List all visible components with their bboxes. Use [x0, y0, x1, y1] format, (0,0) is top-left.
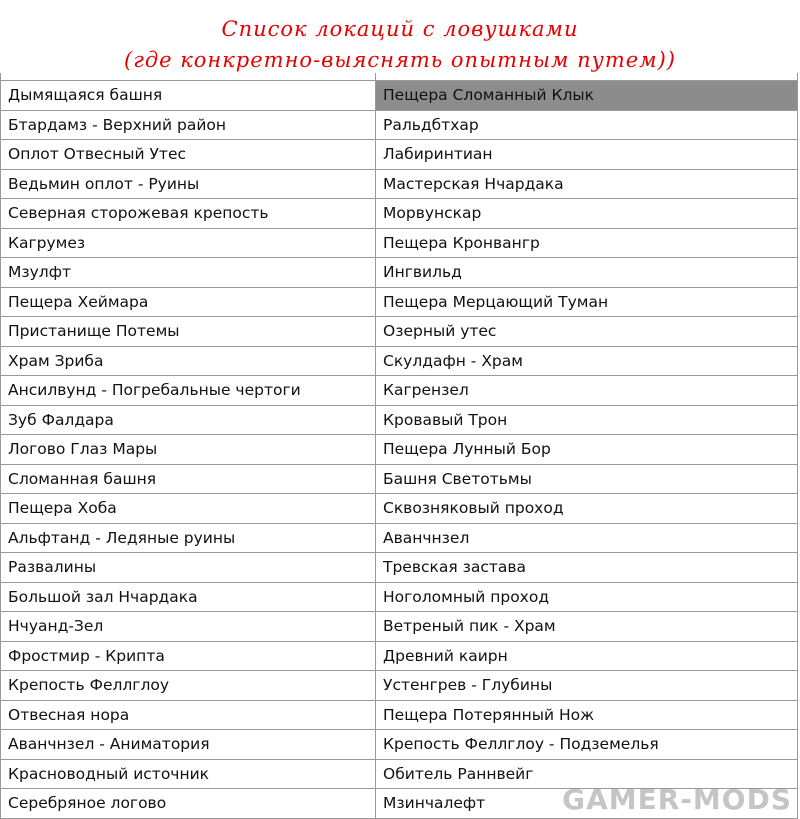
location-cell-right[interactable]: Пещера Мерцающий Туман	[376, 288, 798, 317]
location-cell-right[interactable]: Аванчнзел	[376, 524, 798, 553]
location-cell-right[interactable]: Древний каирн	[376, 642, 798, 671]
location-cell-right[interactable]: Кагрензел	[376, 376, 798, 406]
location-cell-left[interactable]: Серебряное логово	[0, 789, 376, 819]
location-cell-right[interactable]: Тревская застава	[376, 553, 798, 583]
location-cell-right[interactable]: Устенгрев - Глубины	[376, 671, 798, 701]
location-cell-left[interactable]: Мзулфт	[0, 258, 376, 288]
location-cell-left[interactable]: Крепость Феллглоу	[0, 671, 376, 701]
location-cell-left[interactable]: Фростмир - Крипта	[0, 642, 376, 671]
location-cell-left[interactable]: Развалины	[0, 553, 376, 583]
location-cell-left[interactable]: Ансилвунд - Погребальные чертоги	[0, 376, 376, 406]
location-cell-right[interactable]: Мзинчалефт	[376, 789, 798, 819]
location-cell-left[interactable]: Ведьмин оплот - Руины	[0, 170, 376, 199]
location-cell-left[interactable]: Отвесная нора	[0, 701, 376, 730]
location-cell-right[interactable]: Пещера Кронвангр	[376, 229, 798, 258]
location-cell-left[interactable]: Аванчнзел - Аниматория	[0, 730, 376, 760]
location-cell-left[interactable]: Сломанная башня	[0, 465, 376, 494]
location-cell-left[interactable]: Альфтанд - Ледяные руины	[0, 524, 376, 553]
location-cell-left[interactable]: Пещера Хоба	[0, 494, 376, 524]
title-line-1: Список локаций с ловушками	[221, 17, 579, 41]
location-cell-left[interactable]: Дымящаяся башня	[0, 81, 376, 111]
location-cell-right[interactable]: Лабиринтиан	[376, 140, 798, 170]
location-cell-left[interactable]: Нчуанд-Зел	[0, 612, 376, 642]
header-row-partial	[0, 73, 798, 81]
location-cell-right[interactable]: Кровавый Трон	[376, 406, 798, 435]
location-cell-left[interactable]: Зуб Фалдара	[0, 406, 376, 435]
title-line-2: (где конкретно-выяснять опытным путем))	[124, 48, 676, 72]
location-cell-right[interactable]: Пещера Лунный Бор	[376, 435, 798, 465]
watermark-logo: GAMER-MODS	[562, 783, 792, 816]
location-cell-left[interactable]: Красноводный источник	[0, 760, 376, 789]
location-cell-right[interactable]: Ноголомный проход	[376, 583, 798, 612]
location-cell-right[interactable]: Ветреный пик - Храм	[376, 612, 798, 642]
location-cell-left[interactable]: Логово Глаз Мары	[0, 435, 376, 465]
location-cell-left[interactable]: Пещера Хеймара	[0, 288, 376, 317]
location-cell-right[interactable]: Мастерская Нчардака	[376, 170, 798, 199]
location-cell-right[interactable]: Озерный утес	[376, 317, 798, 347]
location-cell-left[interactable]: Оплот Отвесный Утес	[0, 140, 376, 170]
location-cell-left[interactable]: Северная сторожевая крепость	[0, 199, 376, 229]
location-cell-left[interactable]: Храм Зриба	[0, 347, 376, 376]
location-cell-right[interactable]: Ральдбтхар	[376, 111, 798, 140]
location-cell-right[interactable]: Пещера Сломанный Клык	[376, 81, 798, 111]
location-cell-right[interactable]: Пещера Потерянный Нож	[376, 701, 798, 730]
location-cell-right[interactable]: Скулдафн - Храм	[376, 347, 798, 376]
location-cell-left[interactable]: Большой зал Нчардака	[0, 583, 376, 612]
location-cell-left[interactable]: Пристанище Потемы	[0, 317, 376, 347]
location-cell-right[interactable]: Ингвильд	[376, 258, 798, 288]
location-cell-right[interactable]: Сквозняковый проход	[376, 494, 798, 524]
location-cell-right[interactable]: Морвунскар	[376, 199, 798, 229]
location-cell-left[interactable]: Бтардамз - Верхний район	[0, 111, 376, 140]
location-cell-right[interactable]: Крепость Феллглоу - Подземелья	[376, 730, 798, 760]
location-cell-right[interactable]: Башня Светотьмы	[376, 465, 798, 494]
location-cell-right[interactable]: Обитель Раннвейг	[376, 760, 798, 789]
location-cell-left[interactable]: Кагрумез	[0, 229, 376, 258]
